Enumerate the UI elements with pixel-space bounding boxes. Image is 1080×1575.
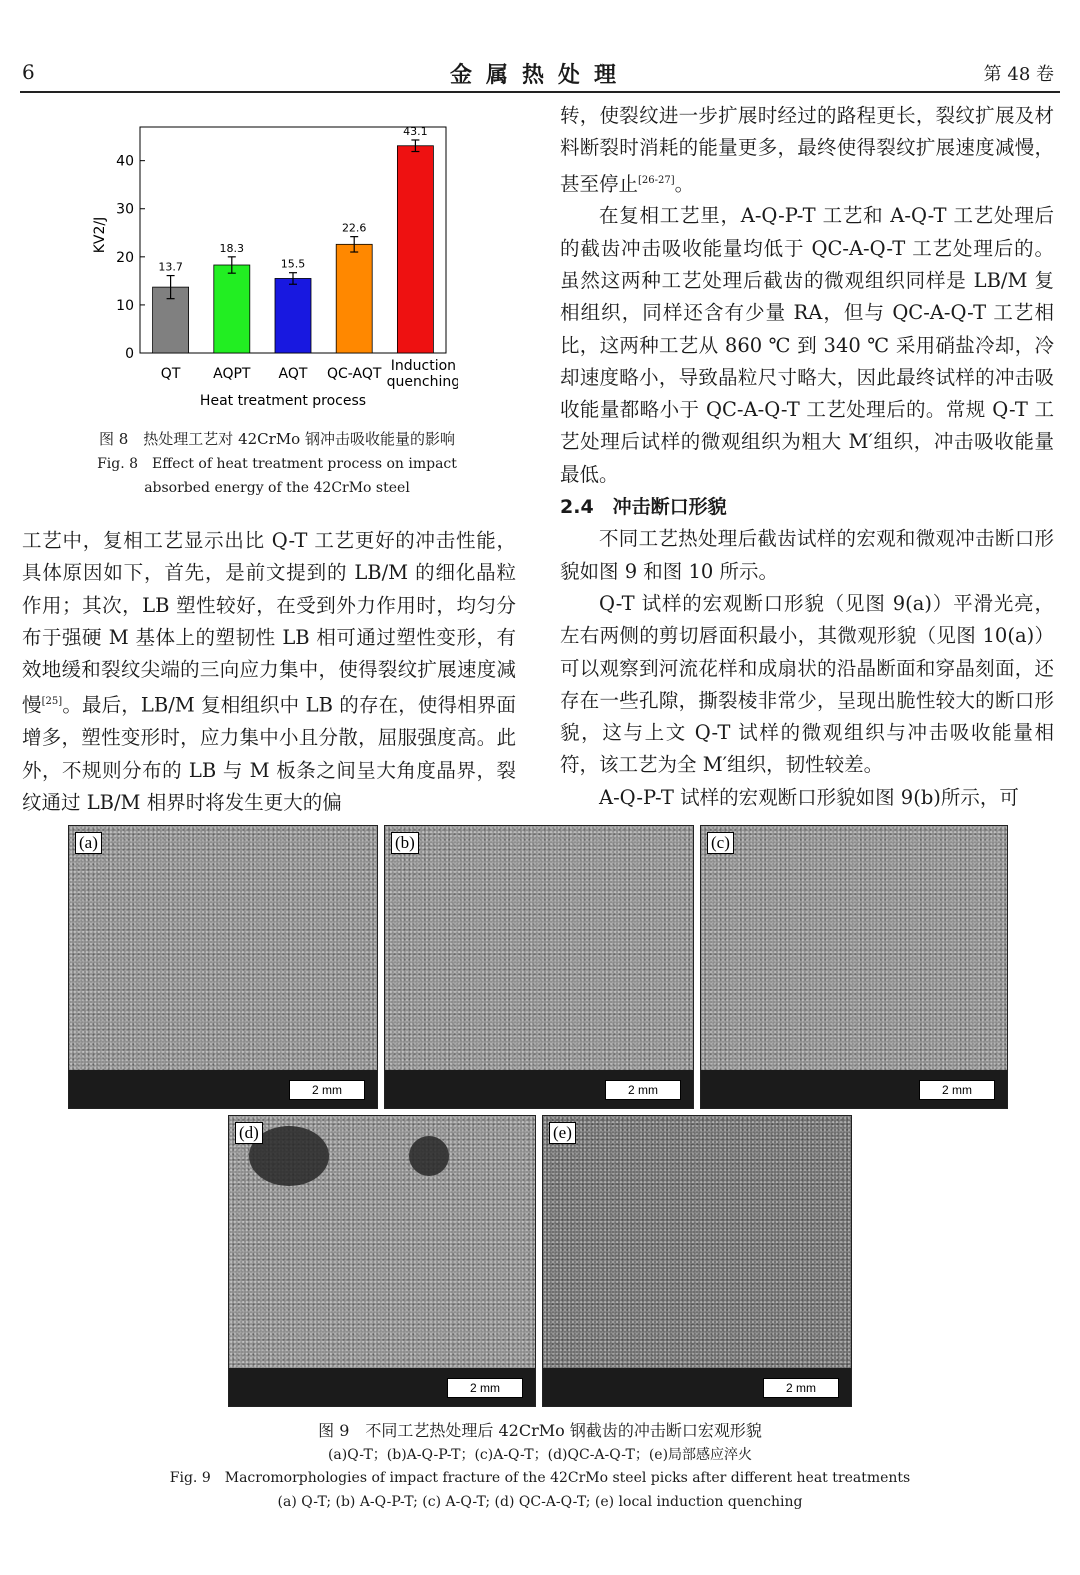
citation-26-27: [26-27] [638,174,675,186]
x-tick-label: QT [160,366,181,382]
header-rule [20,91,1060,93]
bar-value-label: 43.1 [403,124,428,138]
right-paragraph-5: A-Q-P-T 试样的宏观断口形貌如图 9(b)所示，可 [599,785,1019,809]
x-tick-label: quenching [386,374,458,390]
fig9-panel-b [384,825,694,1109]
scale-bar: 2 mm [763,1378,839,1398]
fig8-caption-cn: 图 8 热处理工艺对 42CrMo 钢冲击吸收能量的影响 [99,430,455,448]
citation-25: [25] [41,696,63,708]
fig8-caption-en-1: Fig. 8 Effect of heat treatment process on impact [97,456,457,472]
right-paragraph-1-end: 。 [674,172,695,196]
fig9-caption-en-1: Fig. 9 Macromorphologies of impact fracture of the 42CrMo steel picks after different heat treatments [169,1470,911,1486]
dark-region [409,1136,449,1176]
scale-bar: 2 mm [289,1080,365,1100]
left-paragraph-part-1: 工艺中，复相工艺显示出比 Q-T 工艺更好的冲击性能，具体原因如下，首先，是前文提到的 LB/M 的细化晶粒作用；其次，LB 塑性较好，在受到外力作用时，均匀分布于强硬 M 基体上的塑韧性 LB 相可通过塑性变形，有效地缓和裂纹尖端的三向应力集中，使得裂纹扩展速度减慢 [22,529,516,717]
fig9-panel-a [68,825,378,1109]
fracture-surface [543,1116,851,1368]
x-axis-label: Heat treatment process [199,393,367,409]
scale-bar: 2 mm [605,1080,681,1100]
right-paragraph-1: 转，使裂纹进一步扩展时经过的路程更长，裂纹扩展及材料断裂时消耗的能量更多，最终使得裂纹扩展速度减慢，甚至停止 [560,104,1054,196]
panel-label: (e) [549,1122,576,1144]
fracture-surface [69,826,377,1070]
bar-value-label: 13.7 [158,260,183,274]
x-tick-label: QC-AQT [326,366,382,382]
fig9-caption-cn-sub: (a)Q-T；(b)A-Q-P-T；(c)A-Q-T；(d)QC-A-Q-T；(e)局部感应淬火 [327,1447,753,1463]
y-tick-label: 10 [116,297,134,314]
x-tick-label: Induction [390,358,457,374]
y-tick-label: 30 [116,201,134,218]
panel-label: (b) [391,832,419,854]
panel-label: (c) [707,832,734,854]
y-axis-label: KV2/J [92,216,108,254]
scale-bar: 2 mm [919,1080,995,1100]
section-title-2-4: 2.4 冲击断口形貌 [560,496,727,519]
y-tick-label: 40 [116,153,134,170]
fig8-caption-en-2: absorbed energy of the 42CrMo steel [144,480,410,496]
bar-value-label: 18.3 [219,241,245,255]
fig9-panel-c [700,825,1008,1109]
fig9-caption-cn: 图 9 不同工艺热处理后 42CrMo 钢截齿的冲击断口宏观形貌 [318,1421,762,1440]
panel-label: (d) [235,1122,263,1144]
fracture-surface [701,826,1007,1070]
bar-3 [336,244,372,353]
bar-1 [214,265,250,353]
right-paragraph-3: 不同工艺热处理后截齿试样的宏观和微观冲击断口形貌如图 9 和图 10 所示。 [560,527,1054,583]
y-tick-label: 20 [116,249,134,266]
left-paragraph-part-2: 。最后，LB/M 复相组织中 LB 的存在，使得相界面增多，塑性变形时，应力集中小且分散，屈服强度高。此外，不规则分布的 LB 与 M 板条之间呈大角度晶界，裂纹通过 LB/M 相界时将发生更大的偏 [22,693,516,814]
x-tick-label: AQPT [213,366,251,382]
fracture-surface [385,826,693,1070]
fig9-panel-e [542,1115,852,1407]
panel-label: (a) [75,832,102,854]
right-paragraph-4: Q-T 试样的宏观断口形貌（见图 9(a)）平滑光亮，左右两侧的剪切唇面积最小，其微观形貌（见图 10(a)）可以观察到河流花样和成扇状的沿晶断面和穿晶刻面，还存在一些孔隙，撕裂棱非常少，呈现出脆性较大的断口形貌，这与上文 Q-T 试样的微观组织与冲击吸收能量相符，该工艺为全 M′组织，韧性较差。 [560,591,1054,777]
volume-label: 第 48 卷 [983,64,1054,85]
fig8-chart [88,115,458,415]
x-tick-label: AQT [278,366,308,382]
scale-bar: 2 mm [447,1378,523,1398]
fig9-caption-en-2: (a) Q-T; (b) A-Q-P-T; (c) A-Q-T; (d) QC-A-Q-T; (e) local induction quenching [277,1494,803,1510]
left-column-text [22,525,516,819]
impact-energy-bar-chart [88,115,458,415]
bar-2 [275,278,311,353]
bar-value-label: 15.5 [280,257,306,271]
y-tick-label: 0 [125,346,134,362]
bar-4 [397,146,433,353]
right-paragraph-2: 在复相工艺里，A-Q-P-T 工艺和 A-Q-T 工艺处理后的截齿冲击吸收能量均低于 QC-A-Q-T 工艺处理后的。虽然这两种工艺处理后截齿的微观组织同样是 LB/M 复相组织，同样还含有少量 RA，但与 QC-A-Q-T 工艺相比，这两种工艺从 860 ℃ 到 340 ℃ 采用硝盐冷却，冷却速度略小，导致晶粒尺寸略大，因此最终试样的冲击吸收能量都略小于 QC-A-Q-T 工艺处理后的。常规 Q-T 工艺处理后试样的微观组织为粗大 M′组织，冲击吸收能量最低。 [560,204,1054,486]
right-column-text [560,100,1054,814]
bar-value-label: 22.6 [341,221,367,235]
fig9-panel-d [228,1115,536,1407]
journal-title: 金属热处理 [449,62,630,88]
page-number: 6 [22,60,35,84]
